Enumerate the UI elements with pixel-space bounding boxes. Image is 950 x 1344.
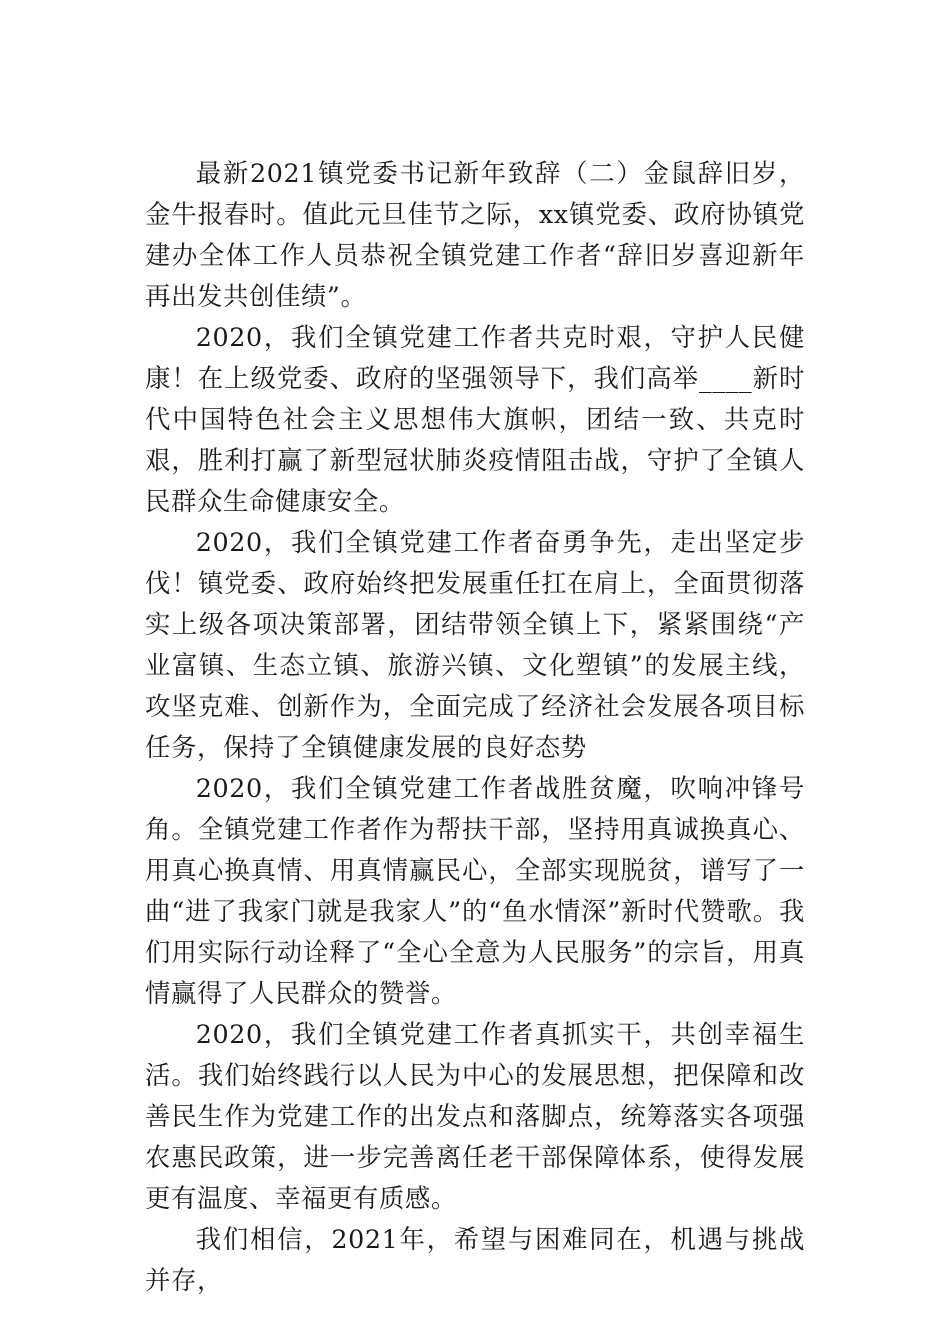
paragraph-1: 最新2021镇党委书记新年致辞（二）金鼠辞旧岁，金牛报春时。值此元旦佳节之际，xx镇党委、政府协镇党建办全体工作人员恭祝全镇党建工作者“辞旧岁喜迎新年 再出发共创佳绩”。 — [145, 158, 805, 311]
paragraph-3: 2020，我们全镇党建工作者奋勇争先，走出坚定步伐！镇党委、政府始终把发展重任扛在肩上，全面贯彻落实上级各项决策部署，团结带领全镇上下，紧紧围绕“产业富镇、生态立镇、旅游兴镇、文化塑镇”的发展主线，攻坚克难、创新作为，全面完成了经济社会发展各项目标任务，保持了全镇健康发展的良好态势 — [145, 527, 805, 762]
paragraph-4: 2020，我们全镇党建工作者战胜贫魔，吹响冲锋号角。全镇党建工作者作为帮扶干部，坚持用真诚换真心、用真心换真情、用真情赢民心，全部实现脱贫，谱写了一曲“进了我家门就是我家人”的“鱼水情深”新时代赞歌。我们用实际行动诠释了“全心全意为人民服务”的宗旨，用真情赢得了人民群众的赞誉。 — [145, 773, 805, 1008]
document-body — [145, 153, 805, 1301]
paragraph-5: 2020，我们全镇党建工作者真抓实干，共创幸福生活。我们始终践行以人民为中心的发展思想，把保障和改善民生作为党建工作的出发点和落脚点，统筹落实各项强农惠民政策，进一步完善离任老干部保障体系，使得发展更有温度、幸福更有质感。 — [145, 1019, 805, 1213]
paragraph-6: 我们相信，2021年，希望与困难同在，机遇与挑战并存， — [145, 1224, 805, 1295]
paragraph-2: 2020，我们全镇党建工作者共克时艰，守护人民健康！在上级党委、政府的坚强领导下，我们高举____新时代中国特色社会主义思想伟大旗帜，团结一致、共克时艰，胜利打赢了新型冠状肺炎疫情阻击战，守护了全镇人民群众生命健康安全。 — [145, 322, 805, 516]
